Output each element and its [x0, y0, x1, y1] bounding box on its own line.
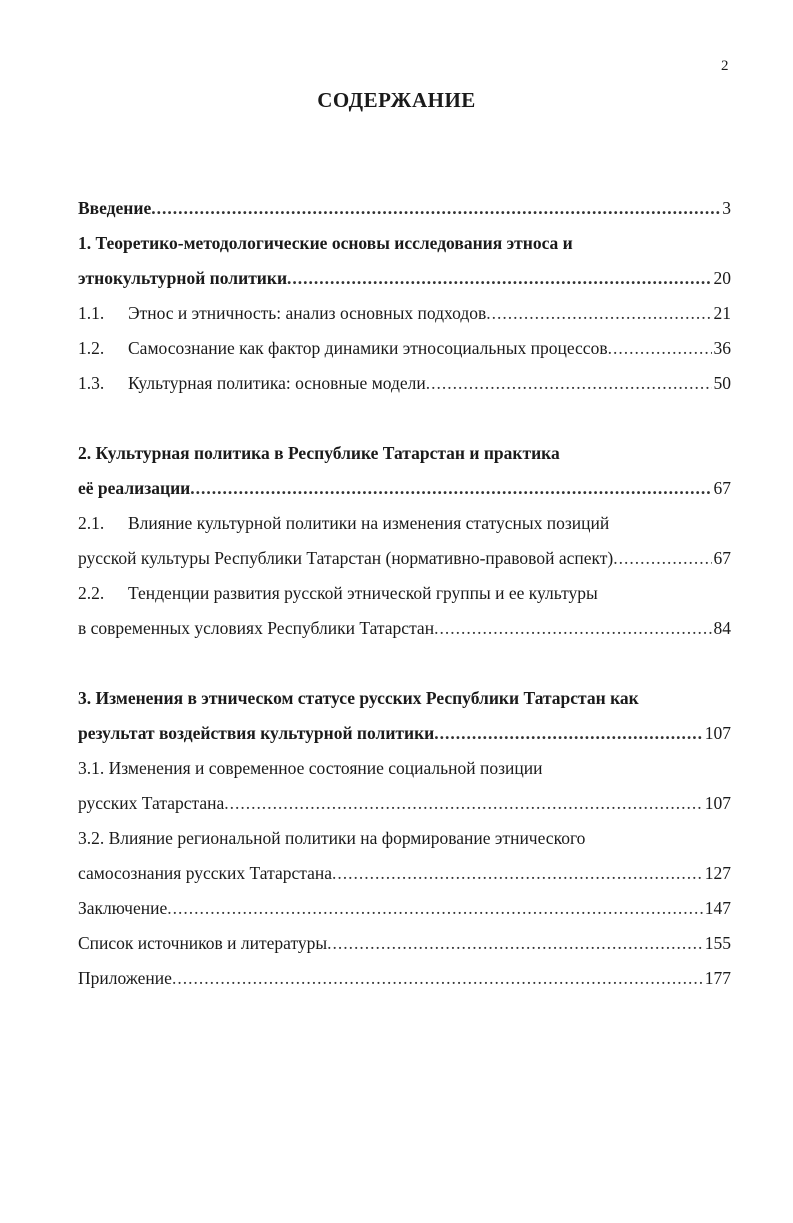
- dot-leader: [167, 893, 703, 923]
- dot-leader: [613, 543, 711, 573]
- dot-leader: [224, 788, 702, 818]
- toc-chapter-2: [78, 473, 731, 508]
- section-number: 1.2.: [78, 338, 105, 358]
- spacer: [78, 648, 731, 683]
- toc-section-1-2: [78, 333, 731, 368]
- toc-chapter-2-heading: 2. Культурная политика в Республике Татарстан и практика: [78, 443, 560, 463]
- toc-entry-page: 20: [713, 268, 731, 288]
- dot-leader: [434, 718, 703, 748]
- toc-entry-label: русских Татарстана: [78, 793, 225, 813]
- toc-entry-intro: [78, 193, 731, 228]
- toc-entry-appendix: [78, 963, 731, 998]
- toc-entry-page: 67: [713, 548, 731, 568]
- toc-entry-label: Культурная политика: основные модели: [128, 373, 426, 393]
- toc-entry-page: 21: [713, 303, 731, 323]
- toc-entry-label: Самосознание как фактор динамики этносоциальных процессов: [128, 338, 608, 358]
- toc-section-2-1: [78, 543, 731, 578]
- toc-entry-page: 155: [704, 933, 731, 953]
- toc-chapter-1-heading: 1. Теоретико-методологические основы исследования этноса и: [78, 233, 573, 253]
- toc-entry-page: 177: [704, 968, 731, 988]
- toc-entry-label: Влияние культурной политики на изменения статусных позиций: [128, 513, 610, 533]
- toc-entry-page: 84: [713, 618, 731, 638]
- toc-entry-page: 107: [704, 723, 731, 743]
- dot-leader: [608, 333, 712, 363]
- table-of-contents: [78, 193, 731, 998]
- page-title: СОДЕРЖАНИЕ: [317, 88, 476, 112]
- toc-section-2-2: [78, 613, 731, 648]
- toc-entry-conclusion: [78, 893, 731, 928]
- dot-leader: [486, 298, 711, 328]
- toc-entry-page: 3: [722, 198, 731, 218]
- dot-leader: [172, 963, 703, 993]
- dot-leader: [426, 368, 712, 398]
- toc-section-2-2-heading: [78, 578, 731, 613]
- toc-entry-page: 67: [713, 478, 731, 498]
- toc-section-1-1: [78, 298, 731, 333]
- toc-entry-page: 127: [704, 863, 731, 883]
- toc-section-2-1-heading: [78, 508, 731, 543]
- dot-leader: [332, 858, 703, 888]
- spacer: [78, 403, 731, 438]
- toc-entry-page: 50: [713, 373, 731, 393]
- toc-entry-label: Этнос и этничность: анализ основных подходов: [128, 303, 487, 323]
- toc-chapter-3-heading: 3. Изменения в этническом статусе русских Республики Татарстан как: [78, 688, 639, 708]
- toc-entry-label: Список источников и литературы: [78, 933, 328, 953]
- toc-section-3-2: [78, 858, 731, 893]
- toc-entry-label: самосознания русских Татарстана: [78, 863, 332, 883]
- toc-section-3-2-heading: 3.2. Влияние региональной политики на формирование этнического: [78, 828, 586, 848]
- toc-entry-page: 107: [704, 793, 731, 813]
- dot-leader: [190, 473, 711, 503]
- dot-leader: [287, 263, 711, 293]
- toc-entry-label: русской культуры Республики Татарстан (нормативно-правовой аспект): [78, 548, 614, 568]
- toc-entry-label: в современных условиях Республики Татарстан: [78, 618, 435, 638]
- toc-section-1-3: [78, 368, 731, 403]
- toc-chapter-1: [78, 263, 731, 298]
- section-number: 2.1.: [78, 513, 105, 533]
- toc-entry-label: Введение: [78, 198, 152, 218]
- toc-entry-page: 147: [704, 898, 731, 918]
- dot-leader: [327, 928, 703, 958]
- toc-entry-page: 36: [713, 338, 731, 358]
- toc-entry-label: Тенденции развития русской этнической группы и ее культуры: [128, 583, 598, 603]
- toc-chapter-3: [78, 718, 731, 753]
- dot-leader: [151, 193, 720, 223]
- section-number: 1.3.: [78, 373, 105, 393]
- toc-entry-label: Приложение: [78, 968, 172, 988]
- dot-leader: [434, 613, 711, 643]
- page-number: 2: [721, 58, 729, 74]
- toc-entry-sources: [78, 928, 731, 963]
- toc-section-3-1-heading: 3.1. Изменения и современное состояние социальной позиции: [78, 758, 543, 778]
- section-number: 1.1.: [78, 303, 105, 323]
- toc-entry-label: Заключение: [78, 898, 168, 918]
- toc-entry-label: результат воздействия культурной политики: [78, 723, 435, 743]
- toc-entry-label: этнокультурной политики: [78, 268, 288, 288]
- section-number: 2.2.: [78, 583, 105, 603]
- toc-section-3-1: [78, 788, 731, 823]
- toc-entry-label: её реализации: [78, 478, 191, 498]
